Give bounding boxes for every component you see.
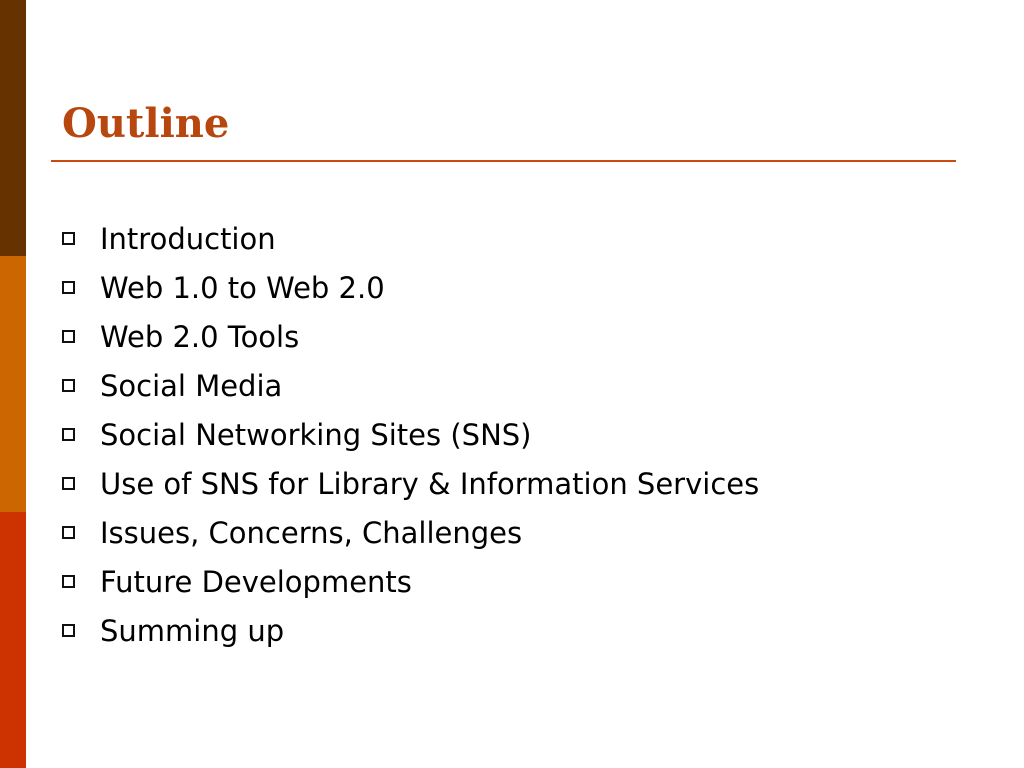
hollow-square-bullet-icon xyxy=(62,330,75,343)
outline-item xyxy=(62,606,759,655)
outline-item xyxy=(62,361,759,410)
slide-title: Outline xyxy=(62,100,230,147)
side-bar-middle-segment xyxy=(0,256,26,512)
outline-item-label: Social Networking Sites (SNS) xyxy=(100,417,532,452)
outline-item xyxy=(62,214,759,263)
outline-item-label: Future Developments xyxy=(100,564,412,599)
side-bar-bottom-segment xyxy=(0,512,26,768)
hollow-square-bullet-icon xyxy=(62,526,75,539)
outline-item xyxy=(62,557,759,606)
outline-item-label: Summing up xyxy=(100,613,285,648)
hollow-square-bullet-icon xyxy=(62,379,75,392)
hollow-square-bullet-icon xyxy=(62,428,75,441)
outline-item-label: Issues, Concerns, Challenges xyxy=(100,515,523,550)
outline-item-label: Introduction xyxy=(100,221,276,256)
hollow-square-bullet-icon xyxy=(62,624,75,637)
hollow-square-bullet-icon xyxy=(62,477,75,490)
hollow-square-bullet-icon xyxy=(62,232,75,245)
side-bar-top-segment xyxy=(0,0,26,256)
outline-item xyxy=(62,459,759,508)
outline-item xyxy=(62,312,759,361)
outline-bullet-list xyxy=(62,214,759,655)
outline-item xyxy=(62,508,759,557)
outline-item-label: Social Media xyxy=(100,368,283,403)
outline-item xyxy=(62,410,759,459)
side-color-bar xyxy=(0,0,26,768)
outline-item-label: Web 1.0 to Web 2.0 xyxy=(100,270,385,305)
hollow-square-bullet-icon xyxy=(62,575,75,588)
title-underline-rule xyxy=(51,160,956,162)
outline-item xyxy=(62,263,759,312)
outline-item-label: Web 2.0 Tools xyxy=(100,319,300,354)
outline-item-label: Use of SNS for Library & Information Services xyxy=(100,466,760,501)
hollow-square-bullet-icon xyxy=(62,281,75,294)
